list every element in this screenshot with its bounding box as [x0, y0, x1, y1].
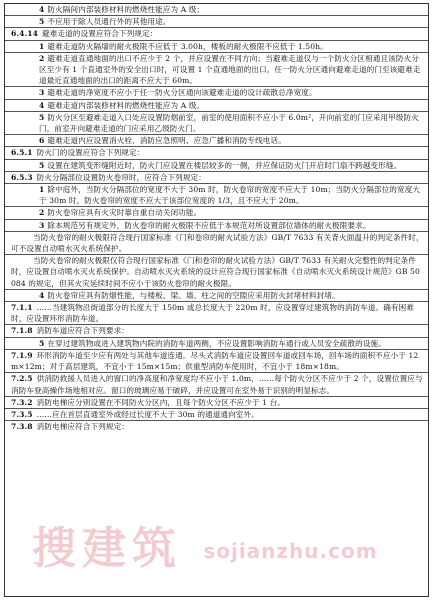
item-text: 不应用于除人员通行外的其他用途。 [47, 17, 171, 27]
item-text: 除本规范另有规定外，防火卷帘的耐火极限不应低于本规范对所设置部位墙体的耐火极限要求。 [47, 220, 371, 230]
item-text: 防火卷帘应具有火灾时靠自重自动关闭功能。 [47, 208, 202, 218]
clause-number: 7.2.5 [11, 374, 33, 384]
list-item [5, 16, 428, 28]
paragraph: 当防火卷帘的耐火极限仅符合现行国家标准《门和卷帘的耐火试验方法》GB/T 7633 有关耐火完整性的判定条件时，应设置自动喷水灭火系统保护。自动喷水灭火系统的设计应符合现行国家标准《自动喷水灭火系统设计规范》GB 50084 的规定，但其火灾延续时间不应小于该防火卷帘的耐火极限。 [5, 255, 428, 290]
clause-row [5, 302, 428, 325]
clause-number: 7.3.5 [11, 409, 33, 419]
list-item [5, 290, 428, 302]
item-number: 5 [39, 17, 45, 27]
clause-row [5, 409, 428, 421]
clause-text: 避难走道的设置应符合下列规定： [42, 29, 158, 39]
list-item [5, 207, 428, 219]
clause-number: 7.3.8 [11, 422, 33, 432]
clause-text: ……应在首层直通室外或经过长度不大于 30m 的通道通向室外。 [36, 409, 259, 419]
clause-text: ……当建筑物沿街道部分的长度大于 150m 或总长度大于 220m 时，应设置穿过建筑物的消防车道。确有困难时，应设置环形消防车道。 [11, 303, 415, 324]
clause-text: 防火分隔部位设置防火卷帘时，应符合下列规定： [36, 172, 206, 182]
clause-number: 6.5.1 [11, 148, 33, 158]
clause-text: 环形消防车道至少应有两处与其他车道连通。尽头式消防车道应设置回车道或回车场，回车场的面积不应小于 12m×12m；对于高层建筑，不宜小于 15m×15m；供重型消防车使用时，不宜小于 18m×18m。 [11, 350, 419, 372]
item-number: 4 [39, 290, 45, 300]
clause-text: 消防车道应符合下列要求： [36, 326, 129, 336]
item-number: 1 [39, 41, 45, 51]
item-text: 防火隔间内部装修材料的燃烧性能应为 A 级； [47, 5, 205, 14]
clause-row [5, 147, 428, 159]
list-item [5, 87, 428, 99]
clause-number: 7.1.1 [11, 303, 33, 313]
item-number: 3 [39, 88, 45, 98]
list-item [5, 4, 428, 16]
clause-text: 供消防救援人员进入的窗口的净高度和净宽度均不应小于 1.0m，……每个防火分区不应少于 2 个，设置位置应与消防车登高操作场地相对应。窗口的玻璃应易于破碎，并应设置可在室外易于识别的明显标志。 [11, 374, 423, 395]
clause-row [5, 421, 428, 432]
clause-number: 7.1.8 [11, 326, 33, 336]
item-text: 在穿过建筑物或进入建筑物内院的消防车道两侧，不应设置影响消防车通行或人员安全疏散的设施。 [47, 338, 386, 348]
item-text: 除中庭外，当防火分隔部位的宽度不大于 30m 时，防火卷帘的宽度不应大于 10m；当防火分隔部位的宽度大于 30m 时，防火卷帘的宽度不应大于该部位宽度的 1/3，且不应大于 20m。 [39, 185, 421, 206]
item-text: 防火卷帘应具有防烟性能，与楼板、梁、墙、柱之间的空隙应采用防火封堵材料封堵。 [47, 290, 340, 300]
watermark-text: 搜建筑 [32, 523, 182, 574]
item-number: 2 [39, 208, 45, 218]
item-number: 5 [39, 112, 45, 122]
item-text: 避难走道直通地面的出口不应少于 2 个，并应设置在不同方向；当避难走道仅与一个防火分区相通且该防火分区至少有 1 个直通室外的安全出口时，可设置 1 个直通地面的出口。任一防火分区通向避难走道的门至该避难走道最近直通地面的出口的距离不应大于 60m。 [39, 53, 421, 86]
clause-text: 消防电梯应分别设置在不同防火分区内，且每个防火分区不应少于 1 台。 [36, 397, 286, 407]
item-number: 4 [39, 100, 45, 110]
clause-row [5, 325, 428, 337]
clause-text: 消防电梯应符合下列规定： [36, 422, 129, 432]
item-number: 3 [39, 220, 45, 230]
item-text: 防火分区至避难走道入口处应设置防烟前室，前室的使用面积不应小于 6.0m²，开向前室的门应采用甲级防火门，前室开向避难走道的门应采用乙级防火门。 [39, 112, 419, 134]
item-text: 设置在建筑变形缝附近时，防火门应设置在楼层较多的一侧，并应保证防火门开启时门扇不跨越变形缝。 [47, 160, 402, 170]
list-item [5, 184, 428, 207]
list-item [5, 160, 428, 172]
document-page [4, 3, 429, 597]
item-number: 2 [39, 53, 45, 63]
list-item [5, 220, 428, 232]
list-item [5, 112, 428, 135]
clause-row [5, 397, 428, 409]
clause-number: 7.3.2 [11, 397, 33, 407]
item-number: 4 [39, 5, 45, 14]
list-item [5, 41, 428, 53]
item-text: 避难走道防火隔墙的耐火极限不应低于 3.00h，楼板的耐火极限不应低于 1.50h。 [47, 41, 328, 51]
clause-number: 6.4.14 [11, 29, 39, 39]
paragraph: 当防火卷帘的耐火极限符合现行国家标准《门和卷帘的耐火试验方法》GB/T 7633 有关背火面温升的判定条件时，可不设置自动喷水灭火系统保护。 [5, 232, 428, 255]
item-number: 5 [39, 338, 45, 348]
item-text: 避难走道内部装修材料的燃烧性能应为 A 级。 [47, 100, 205, 110]
clause-row [5, 28, 428, 40]
watermark-text-en: sojianzhu.com [203, 539, 378, 563]
clause-row [5, 373, 428, 396]
item-text: 避难走道内应设置消火栓、消防应急照明、应急广播和消防专线电话。 [47, 136, 286, 146]
clause-number: 7.1.9 [11, 350, 33, 360]
list-item [5, 135, 428, 147]
clause-text: 防火门的设置应符合下列规定： [36, 148, 145, 158]
clause-number: 6.5.3 [11, 172, 33, 182]
item-text: 避难走道的净宽度不应小于任一防火分区通向该避难走道的设计疏散总净宽度。 [47, 88, 317, 98]
clause-row [5, 172, 428, 184]
list-item [5, 100, 428, 112]
item-number: 1 [39, 185, 45, 195]
item-number: 6 [39, 136, 45, 146]
clause-row [5, 350, 428, 373]
list-item [5, 338, 428, 350]
list-item [5, 53, 428, 88]
item-number: 5 [39, 160, 45, 170]
